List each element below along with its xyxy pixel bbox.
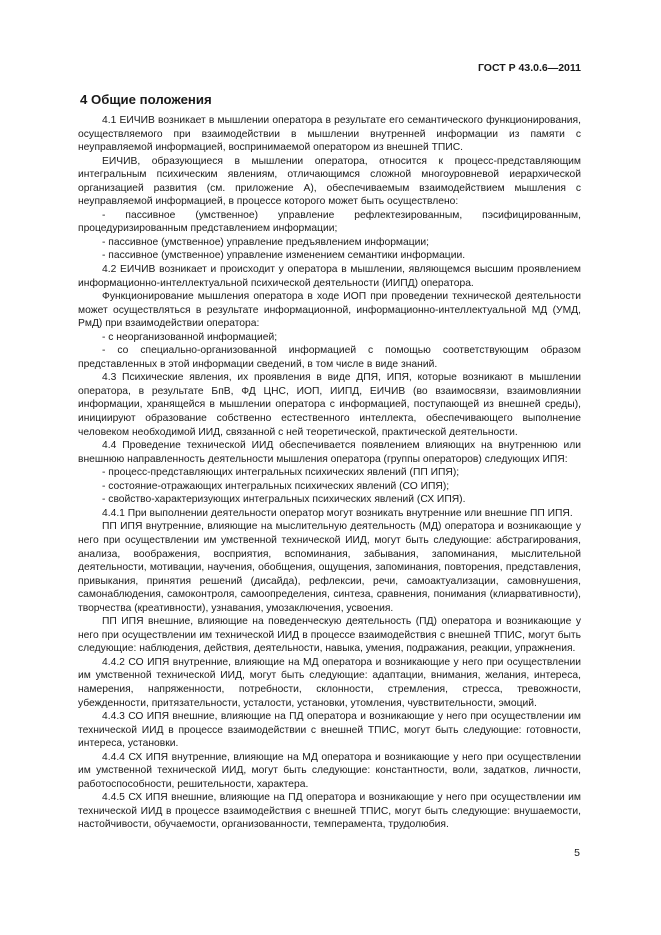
list-item: - пассивное (умственное) управление предъявлением информации; — [102, 236, 429, 248]
paragraph: 4.4 Проведение технической ИИД обеспечивается появлением влияющих на внутреннюю или внешнюю направленность деятельности мышления оператора (группы операторов) следующих ИПЯ: — [78, 440, 581, 465]
paragraph: 4.4.5 СХ ИПЯ внешние, влияющие на ПД оператора и возникающие у него при осуществлении им технической ИИД в процессе взаимодействия с внешней ТПИС, могут быть следующие: внушаемости, настойчивости, обучаемости, организованности, темперамента, трудолюбия. — [78, 792, 581, 831]
paragraph: ЕИЧИВ, образующиеся в мышлении оператора, относится к процесс-представляющим интегральным психическим явлениям, отличающимся сложной многоуровневой иерархической организацией развития (см. приложение А), обеспечиваемым взаимодействием мышления с неуправляемой информацией, в процессе которого может быть осуществлено: — [78, 155, 581, 208]
document-body — [78, 114, 581, 832]
paragraph: ПП ИПЯ внутренние, влияющие на мыслительную деятельность (МД) оператора и возникающие у него при осуществлении им умственной технической ИИД, могут быть следующие: абстрагирования, анализа, воображения, восприятия, вспоминания, забывания, запоминания, мыслительной деятельности, мотивации, научения, обобщения, ощущения, запоминания, повторения, представления, привыкания, принятия решений (дисайда), рефлексии, речи, самоактуализации, самовнушения, самонаблюдения, самоконтроля, самоопределения, синтеза, сравнения, понимания (клиарвативности), творчества (креативности), узнавания, умозаключения, усвоения. — [78, 521, 581, 614]
list-item: - со специально-организованной информацией с помощью соответствующим образом представленных в этой информации сведений, в том числе в виде знаний. — [78, 345, 581, 370]
paragraph: 4.4.3 СО ИПЯ внешние, влияющие на ПД оператора и возникающие у него при осуществлении им технической ИИД в процессе взаимодействии с внешней ТПИС, могут быть следующие: готовности, интереса, установки. — [78, 711, 581, 750]
paragraph: 4.1 ЕИЧИВ возникает в мышлении оператора в результате его семантического функционирования, осуществляемого при взаимодействии в мышлении внутренней информации из памяти с неуправляемой информацией, воспринимаемой оператором из внешней ТПИС. — [78, 115, 581, 154]
paragraph: 4.4.2 СО ИПЯ внутренние, влияющие на МД оператора и возникающие у него при осуществлении им умственной технической ИИД, могут быть следующие: адаптации, внимания, желания, интереса, намерения, напряженности, потребности, склонности, стремления, стресса, тревожности, убежденности, притязательности, усталости, установки, утомления, чувствительности, эмоций. — [78, 656, 581, 709]
page-number: 5 — [574, 847, 580, 859]
document-id-header: ГОСТ Р 43.0.6—2011 — [477, 62, 581, 74]
list-item: - процесс-представляющих интегральных психических явлений (ПП ИПЯ); — [102, 467, 460, 479]
list-item: - состояние-отражающих интегральных психических явлений (СО ИПЯ); — [102, 480, 450, 492]
list-item: - с неорганизованной информацией; — [102, 331, 278, 343]
paragraph: ПП ИПЯ внешние, влияющие на поведенческую деятельность (ПД) оператора и возникающие у него при осуществлении им технической ИИД в процессе взаимодействия с внешней ТПИС, могут быть следующие: наблюдения, действия, деятельности, навыка, умения, подражания, реакции, упражнения. — [78, 616, 581, 655]
list-item: - свойство-характеризующих интегральных психических явлений (СХ ИПЯ). — [102, 494, 466, 506]
paragraph: Функционирование мышления оператора в ходе ИОП при проведении технической деятельности может осуществляться в результате информационной, информационно-интеллектуальной МД (УМД, РмД) при взаимодействии оператора: — [78, 291, 581, 330]
paragraph: 4.3 Психические явления, их проявления в виде ДПЯ, ИПЯ, которые возникают в мышлении оператора, в результате БпВ, ФД ЦНС, ИОП, ИИПД, ЕИЧИВ (во взаимосвязи, взаимовлиянии информации, хранящейся в мышлении оператора с информацией, поступающей из внешней среды), инициируют образование собственно естественного интеллекта, обеспечивающего выполнение человеком необходимой ИИД, связанной с ней теоретической, практической деятельности. — [78, 372, 581, 438]
section-title: 4 Общие положения — [80, 92, 212, 107]
paragraph: 4.4.4 СХ ИПЯ внутренние, влияющие на МД оператора и возникающие у него при осуществлении им умственной технической ИИД, могут быть следующие: константности, воли, задатков, личности, работоспособности, решительности, характера. — [78, 751, 581, 790]
list-item: - пассивное (умственное) управление рефлектезированным, пэсифицированным, процедуризированным представлением информации; — [78, 209, 581, 235]
paragraph: 4.4.1 При выполнении деятельности оператор могут возникать внутренние или внешние ПП ИПЯ. — [102, 507, 573, 519]
paragraph: 4.2 ЕИЧИВ возникает и происходит у оператора в мышлении, являющемся высшим проявлением информационно-интеллектуальной психической деятельности (ИИПД) оператора. — [78, 264, 581, 289]
list-item: - пассивное (умственное) управление изменением семантики информации. — [102, 250, 466, 262]
